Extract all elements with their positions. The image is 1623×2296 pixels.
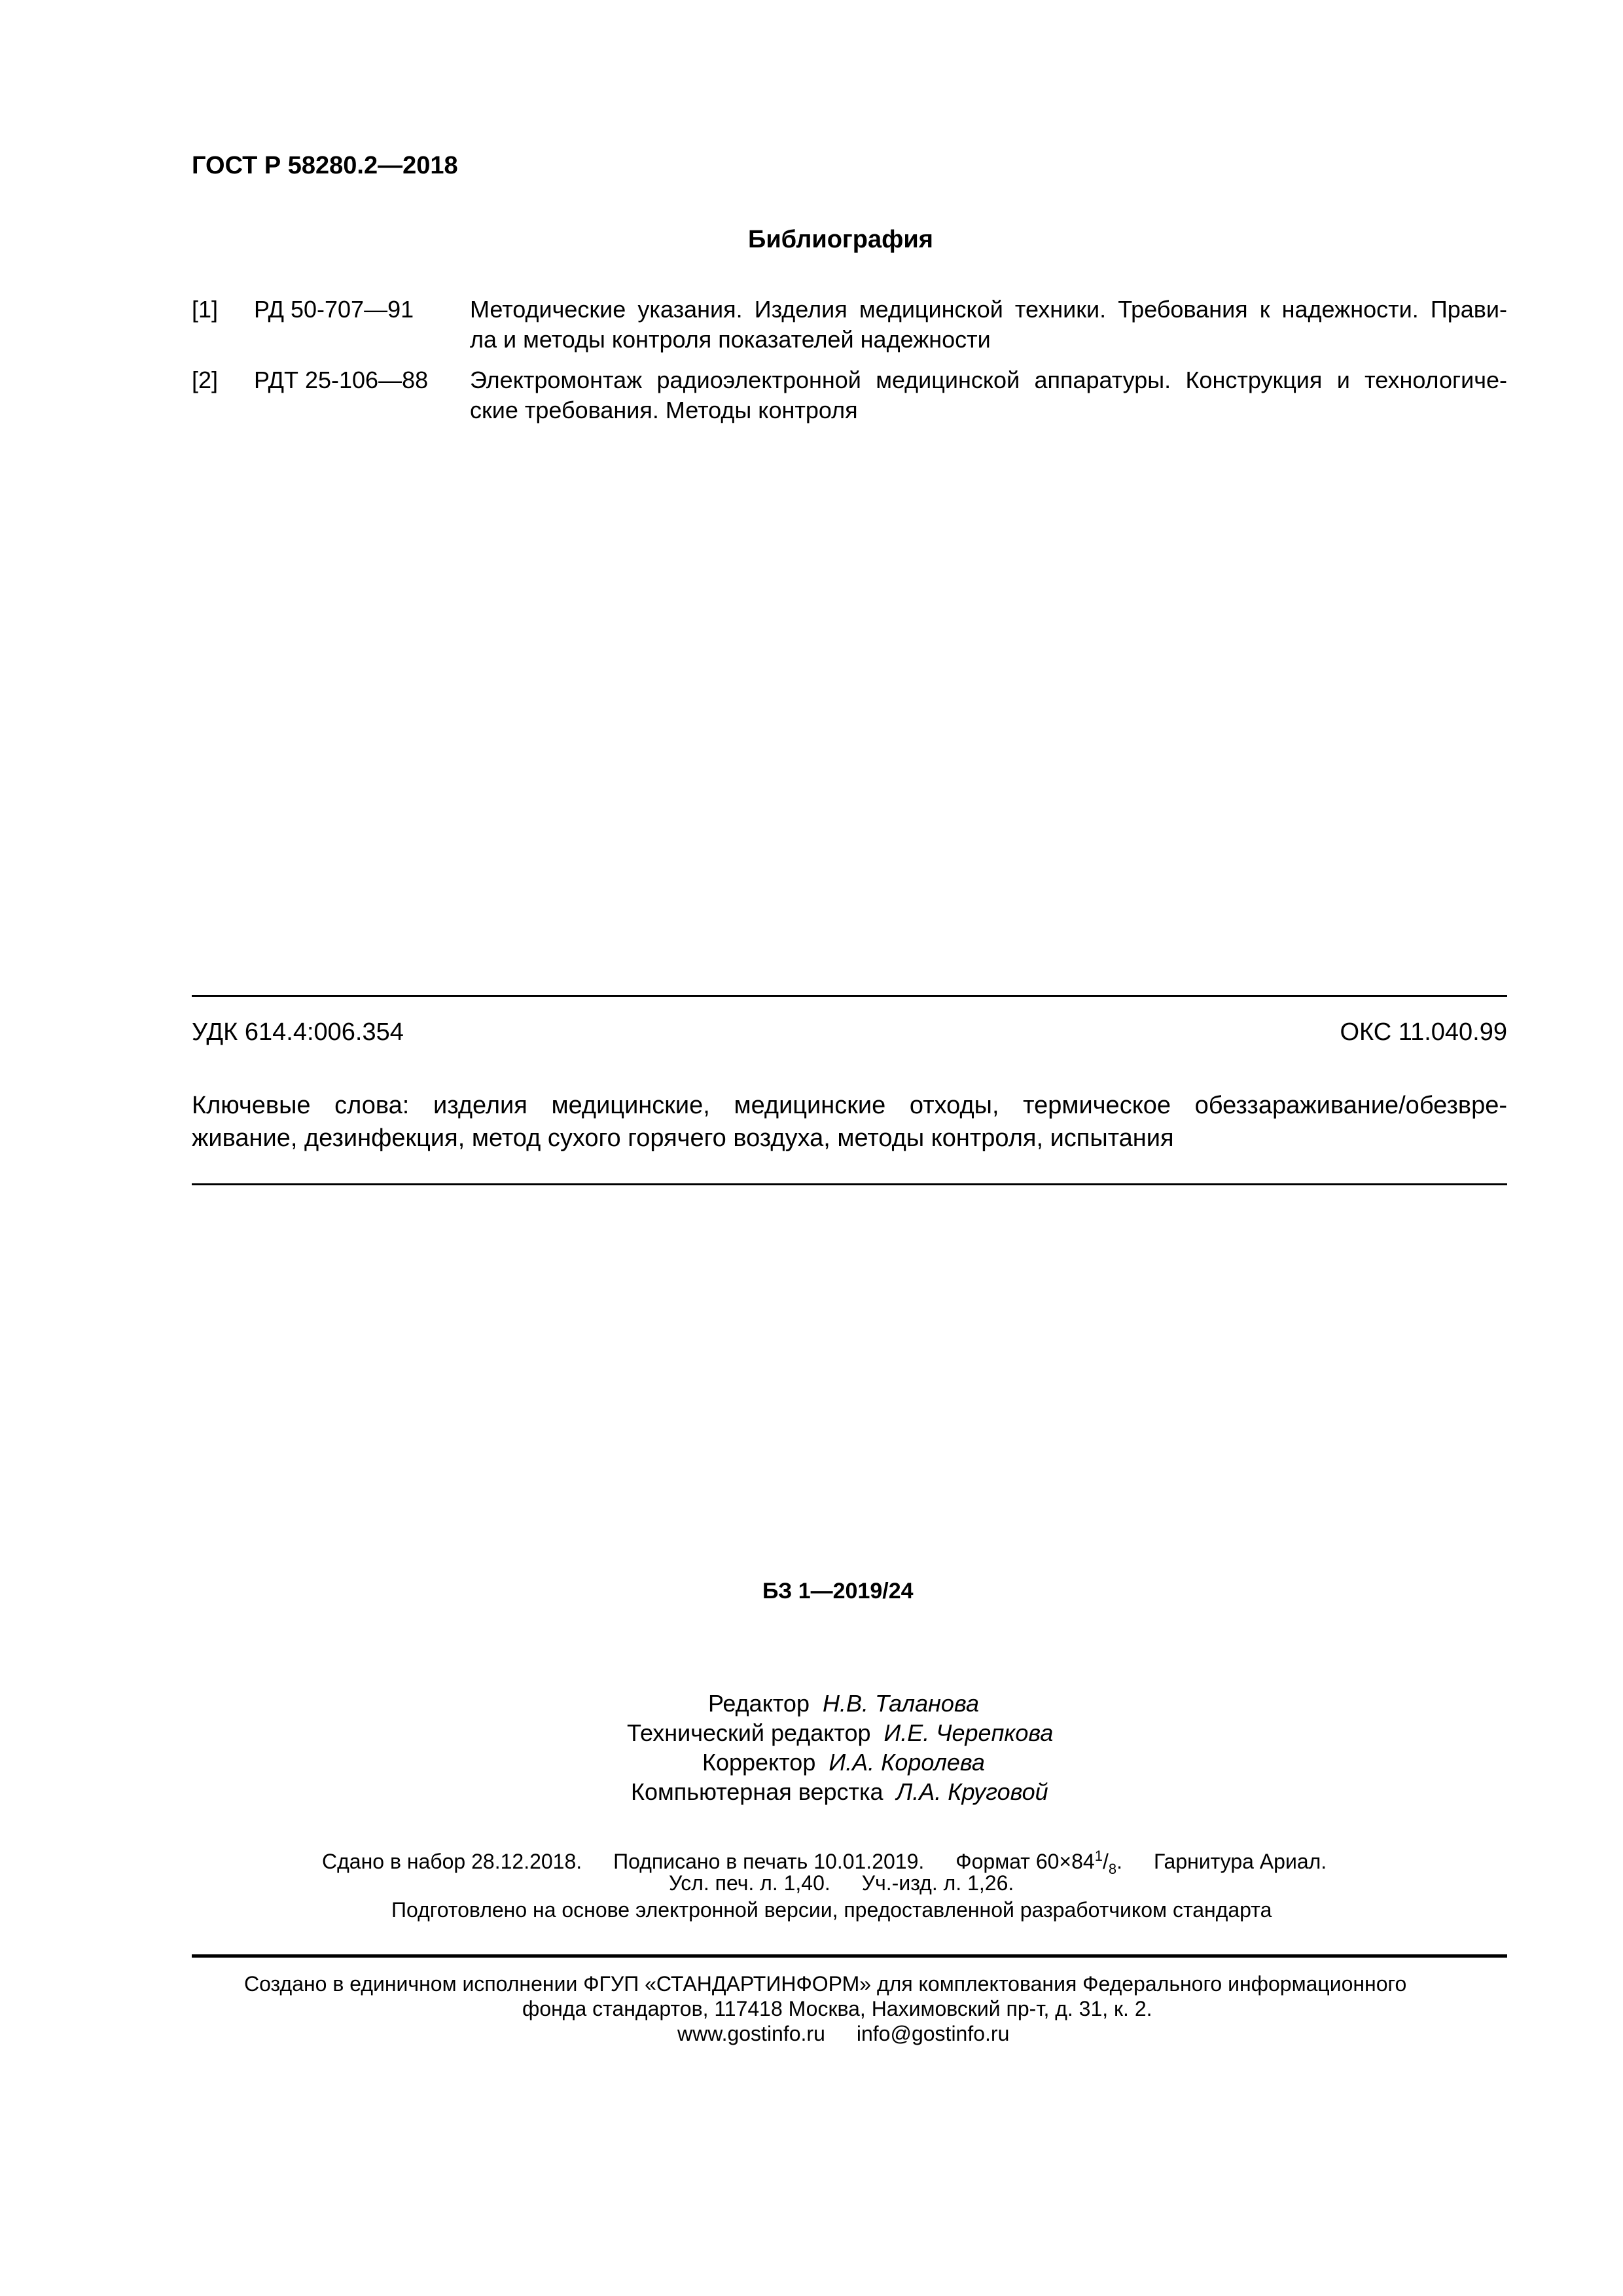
- keywords: [192, 1089, 1507, 1155]
- imprint-row: [669, 1870, 1014, 1896]
- divider: [192, 995, 1507, 997]
- imprint-typeface: Гарнитура Ариал.: [1153, 1850, 1327, 1873]
- bibliography-entry-code: РД 50-707—91: [254, 296, 414, 323]
- staff-name: Л.А. Круговой: [896, 1778, 1048, 1805]
- staff-name: И.А. Королева: [829, 1749, 985, 1776]
- staff-name: Н.В. Таланова: [822, 1690, 979, 1717]
- bz-number: БЗ 1—2019/24: [762, 1579, 914, 1604]
- bibliography-entry-line: Электромонтаж радиоэлектронной медицинской аппаратуры. Конструкция и технологиче-: [470, 367, 1507, 393]
- bibliography-entry: [192, 295, 1507, 355]
- imprint-print-sheets: Усл. печ. л. 1,40.: [669, 1871, 830, 1895]
- staff-role: Компьютерная верстка: [631, 1778, 883, 1805]
- bibliography-entry-line: ские требования. Методы контроля: [470, 397, 858, 423]
- imprint-pub-sheets: Уч.-изд. л. 1,26.: [861, 1871, 1014, 1895]
- staff-row: [702, 1748, 985, 1777]
- footer-email-link[interactable]: info@gostinfo.ru: [856, 2022, 1010, 2045]
- keywords-line: Ключевые слова: изделия медицинские, медицинские отходы, термическое обеззараживание/обезвре-: [192, 1092, 1507, 1119]
- staff-name: И.Е. Черепкова: [883, 1719, 1054, 1746]
- footer-line: фонда стандартов, 117418 Москва, Нахимовский пр-т, д. 31, к. 2.: [522, 1997, 1152, 2020]
- imprint-format-suffix: .: [1116, 1850, 1122, 1873]
- staff-role: Редактор: [708, 1690, 810, 1717]
- divider: [192, 1954, 1507, 1958]
- bibliography-entry: [192, 365, 1507, 425]
- imprint-signed: Подписано в печать 10.01.2019.: [613, 1850, 925, 1873]
- bibliography-entry-number: [2]: [192, 367, 219, 393]
- divider: [192, 1183, 1507, 1185]
- bibliography-entry-code: РДТ 25-106—88: [254, 367, 429, 393]
- footer-contacts: [677, 2021, 1009, 2046]
- keywords-line: живание, дезинфекция, метод сухого горячего воздуха, методы контроля, испытания: [192, 1124, 1174, 1152]
- imprint-submitted: Сдано в набор 28.12.2018.: [322, 1850, 582, 1873]
- bibliography-entry-line: ла и методы контроля показателей надежности: [470, 326, 991, 353]
- staff-row: [708, 1689, 979, 1718]
- bibliography-entry-number: [1]: [192, 296, 219, 323]
- udk-code: УДК 614.4:006.354: [192, 1018, 404, 1046]
- bibliography-entry-line: Методические указания. Изделия медицинской техники. Требования к надежности. Прави-: [470, 296, 1507, 323]
- imprint-format-sub: 8: [1108, 1861, 1117, 1877]
- footer-line: Создано в единичном исполнении ФГУП «СТАНДАРТИНФОРМ» для комплектования Федерального информационного: [244, 1972, 1407, 1996]
- staff-role: Технический редактор: [627, 1719, 871, 1746]
- document-code: ГОСТ Р 58280.2—2018: [192, 152, 458, 179]
- footer-website-link[interactable]: www.gostinfo.ru: [677, 2022, 825, 2045]
- imprint-source-note: Подготовлено на основе электронной версии, предоставленной разработчиком стандарта: [391, 1898, 1272, 1922]
- imprint-format-sup: 1: [1094, 1848, 1103, 1864]
- imprint-format: Формат $60\times 84^1/_8$.: [955, 1848, 1122, 1877]
- oks-code: ОКС 11.040.99: [1340, 1018, 1507, 1046]
- staff-role: Корректор: [702, 1749, 816, 1776]
- bibliography-entry-text: [470, 365, 1507, 425]
- imprint-format-prefix: Формат 60×84: [955, 1850, 1095, 1873]
- bibliography-entry-text: [470, 295, 1507, 355]
- staff-row: [631, 1777, 1048, 1806]
- staff-row: [627, 1718, 1053, 1748]
- bibliography-title: Библиография: [748, 226, 933, 253]
